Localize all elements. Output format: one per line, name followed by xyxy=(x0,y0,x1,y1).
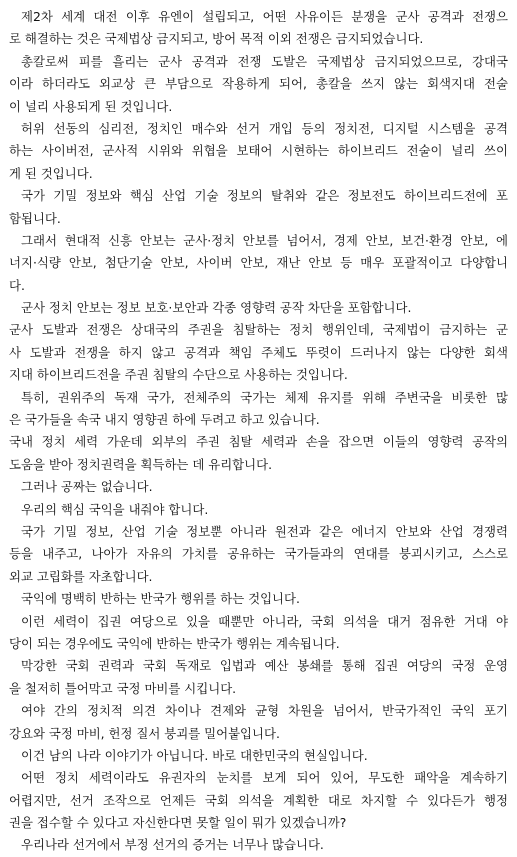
text-line: 그러나 공짜는 없습니다. xyxy=(21,479,153,495)
text-line: 게 된 것입니다. xyxy=(9,165,93,181)
text-line: 이라 하더라도 외교상 큰 부담으로 작용하게 되어, 총칼을 쓰지 않는 회색지대 전술 xyxy=(9,76,508,92)
text-line: 허위 선동의 심리전, 정치인 매수와 선거 개입 등의 정치전, 디지털 시스템을 공격 xyxy=(21,120,508,136)
text-line: 로 해결하는 것은 국제법상 금지되고, 방어 목적 이외 전쟁은 금지되었습니다. xyxy=(9,31,424,47)
text-line: 다. xyxy=(9,277,25,293)
text-line: 은 국가들을 속국 내지 영향권 하에 두려고 하고 있습니다. xyxy=(9,412,320,428)
text-line: 국내 정치 세력 가운데 외부의 주권 침탈 세력과 손을 잡으면 이들의 영향력 공작의 xyxy=(9,434,508,450)
text-line: 너지·식량 안보, 첨단기술 안보, 사이버 안보, 재난 안보 등 매우 포괄적이고 다양합니 xyxy=(9,255,508,271)
text-line: 군사 도발과 전쟁은 상대국의 주권을 침탈하는 정치 행위인데, 국제법이 금지하는 군 xyxy=(9,322,508,338)
text-line: 을 철저히 틀어막고 국정 마비를 시킵니다. xyxy=(9,680,237,696)
text-line: 막강한 국회 권력과 국회 독재로 입법과 예산 봉쇄를 통해 집권 여당의 국정 운영 xyxy=(21,658,508,674)
text-line: 이 널리 사용되게 된 것입니다. xyxy=(9,98,173,114)
text-line: 총칼로써 피를 흘리는 군사 공격과 전쟁 도발은 국제법상 금지되었으므로, 강대국 xyxy=(21,53,508,69)
text-line: 사 도발과 전쟁을 하지 않고 공격과 책임 주체도 뚜렷이 드러나지 않는 다양한 회색 xyxy=(9,344,508,360)
text-line: 함됩니다. xyxy=(9,210,61,226)
text-line: 국가 기밀 정보, 산업 기술 정보뿐 아니라 원전과 같은 에너지 안보와 산업 경쟁력 xyxy=(21,523,508,539)
text-line: 어떤 정치 세력이라도 유권자의 눈치를 보게 되어 있어, 무도한 패악을 계속하기 xyxy=(21,770,508,786)
text-line: 이건 남의 나라 이야기가 아닙니다. 바로 대한민국의 현실입니다. xyxy=(21,747,368,763)
text-line: 여야 간의 정치적 의견 차이나 견제와 균형 차원을 넘어서, 반국가적인 국익 포기 xyxy=(21,703,508,719)
text-line: 외교 고립화를 자초합니다. xyxy=(9,568,153,584)
text-line: 우리의 핵심 국익을 내줘야 합니다. xyxy=(21,501,209,517)
text-line: 이런 세력이 집권 여당으로 있을 때뿐만 아니라, 국회 의석을 대거 점유한 거대 야 xyxy=(21,613,508,629)
text-line: 특히, 권위주의 독재 국가, 전체주의 국가는 체제 유지를 위해 주변국을 비롯한 많 xyxy=(21,389,508,405)
text-line: 제2차 세계 대전 이후 유엔이 설립되고, 어떤 사유이든 분쟁을 군사 공격과 전쟁으 xyxy=(21,9,508,24)
text-line: 도움을 받아 정치권력을 획득하는 데 유리합니다. xyxy=(9,456,273,472)
text-line: 등을 내주고, 나아가 자유의 가치를 공유하는 국가들과의 연대를 붕괴시키고, 스스로 xyxy=(9,546,508,562)
text-line: 국익에 명백히 반하는 반국가 행위를 하는 것입니다. xyxy=(21,591,300,607)
text-line: 그래서 현대적 신흥 안보는 군사·정치 안보를 넘어서, 경제 안보, 보건·환경 안보, 에 xyxy=(21,232,508,248)
text-line: 우리나라 선거에서 부정 선거의 증거는 너무나 많습니다. xyxy=(21,837,324,853)
text-line: 하는 사이버전, 군사적 시위와 위협을 보태어 시현하는 하이브리드 전술이 널리 쓰이 xyxy=(9,143,508,159)
text-line: 군사 정치 안보는 정보 보호·보안과 각종 영향력 공작 차단을 포함합니다. xyxy=(21,300,412,316)
text-line: 어렵지만, 선거 조작으로 언제든 국회 의석을 계획한 대로 차지할 수 있다든가 행정 xyxy=(9,792,508,808)
text-line: 강요와 국정 마비, 헌정 질서 붕괴를 밀어붙입니다. xyxy=(9,725,280,741)
text-line: 당이 되는 경우에도 국익에 반하는 반국가 행위는 계속됩니다. xyxy=(9,635,340,651)
text-line: 지대 하이브리드전을 주권 침탈의 수단으로 사용하는 것입니다. xyxy=(9,367,348,383)
text-line: 국가 기밀 정보와 핵심 산업 기술 정보의 탈취와 같은 정보전도 하이브리드전에 포 xyxy=(21,188,508,204)
text-line: 권을 접수할 수 있다고 자신한다면 못할 일이 뭐가 있겠습니까? xyxy=(9,815,347,831)
